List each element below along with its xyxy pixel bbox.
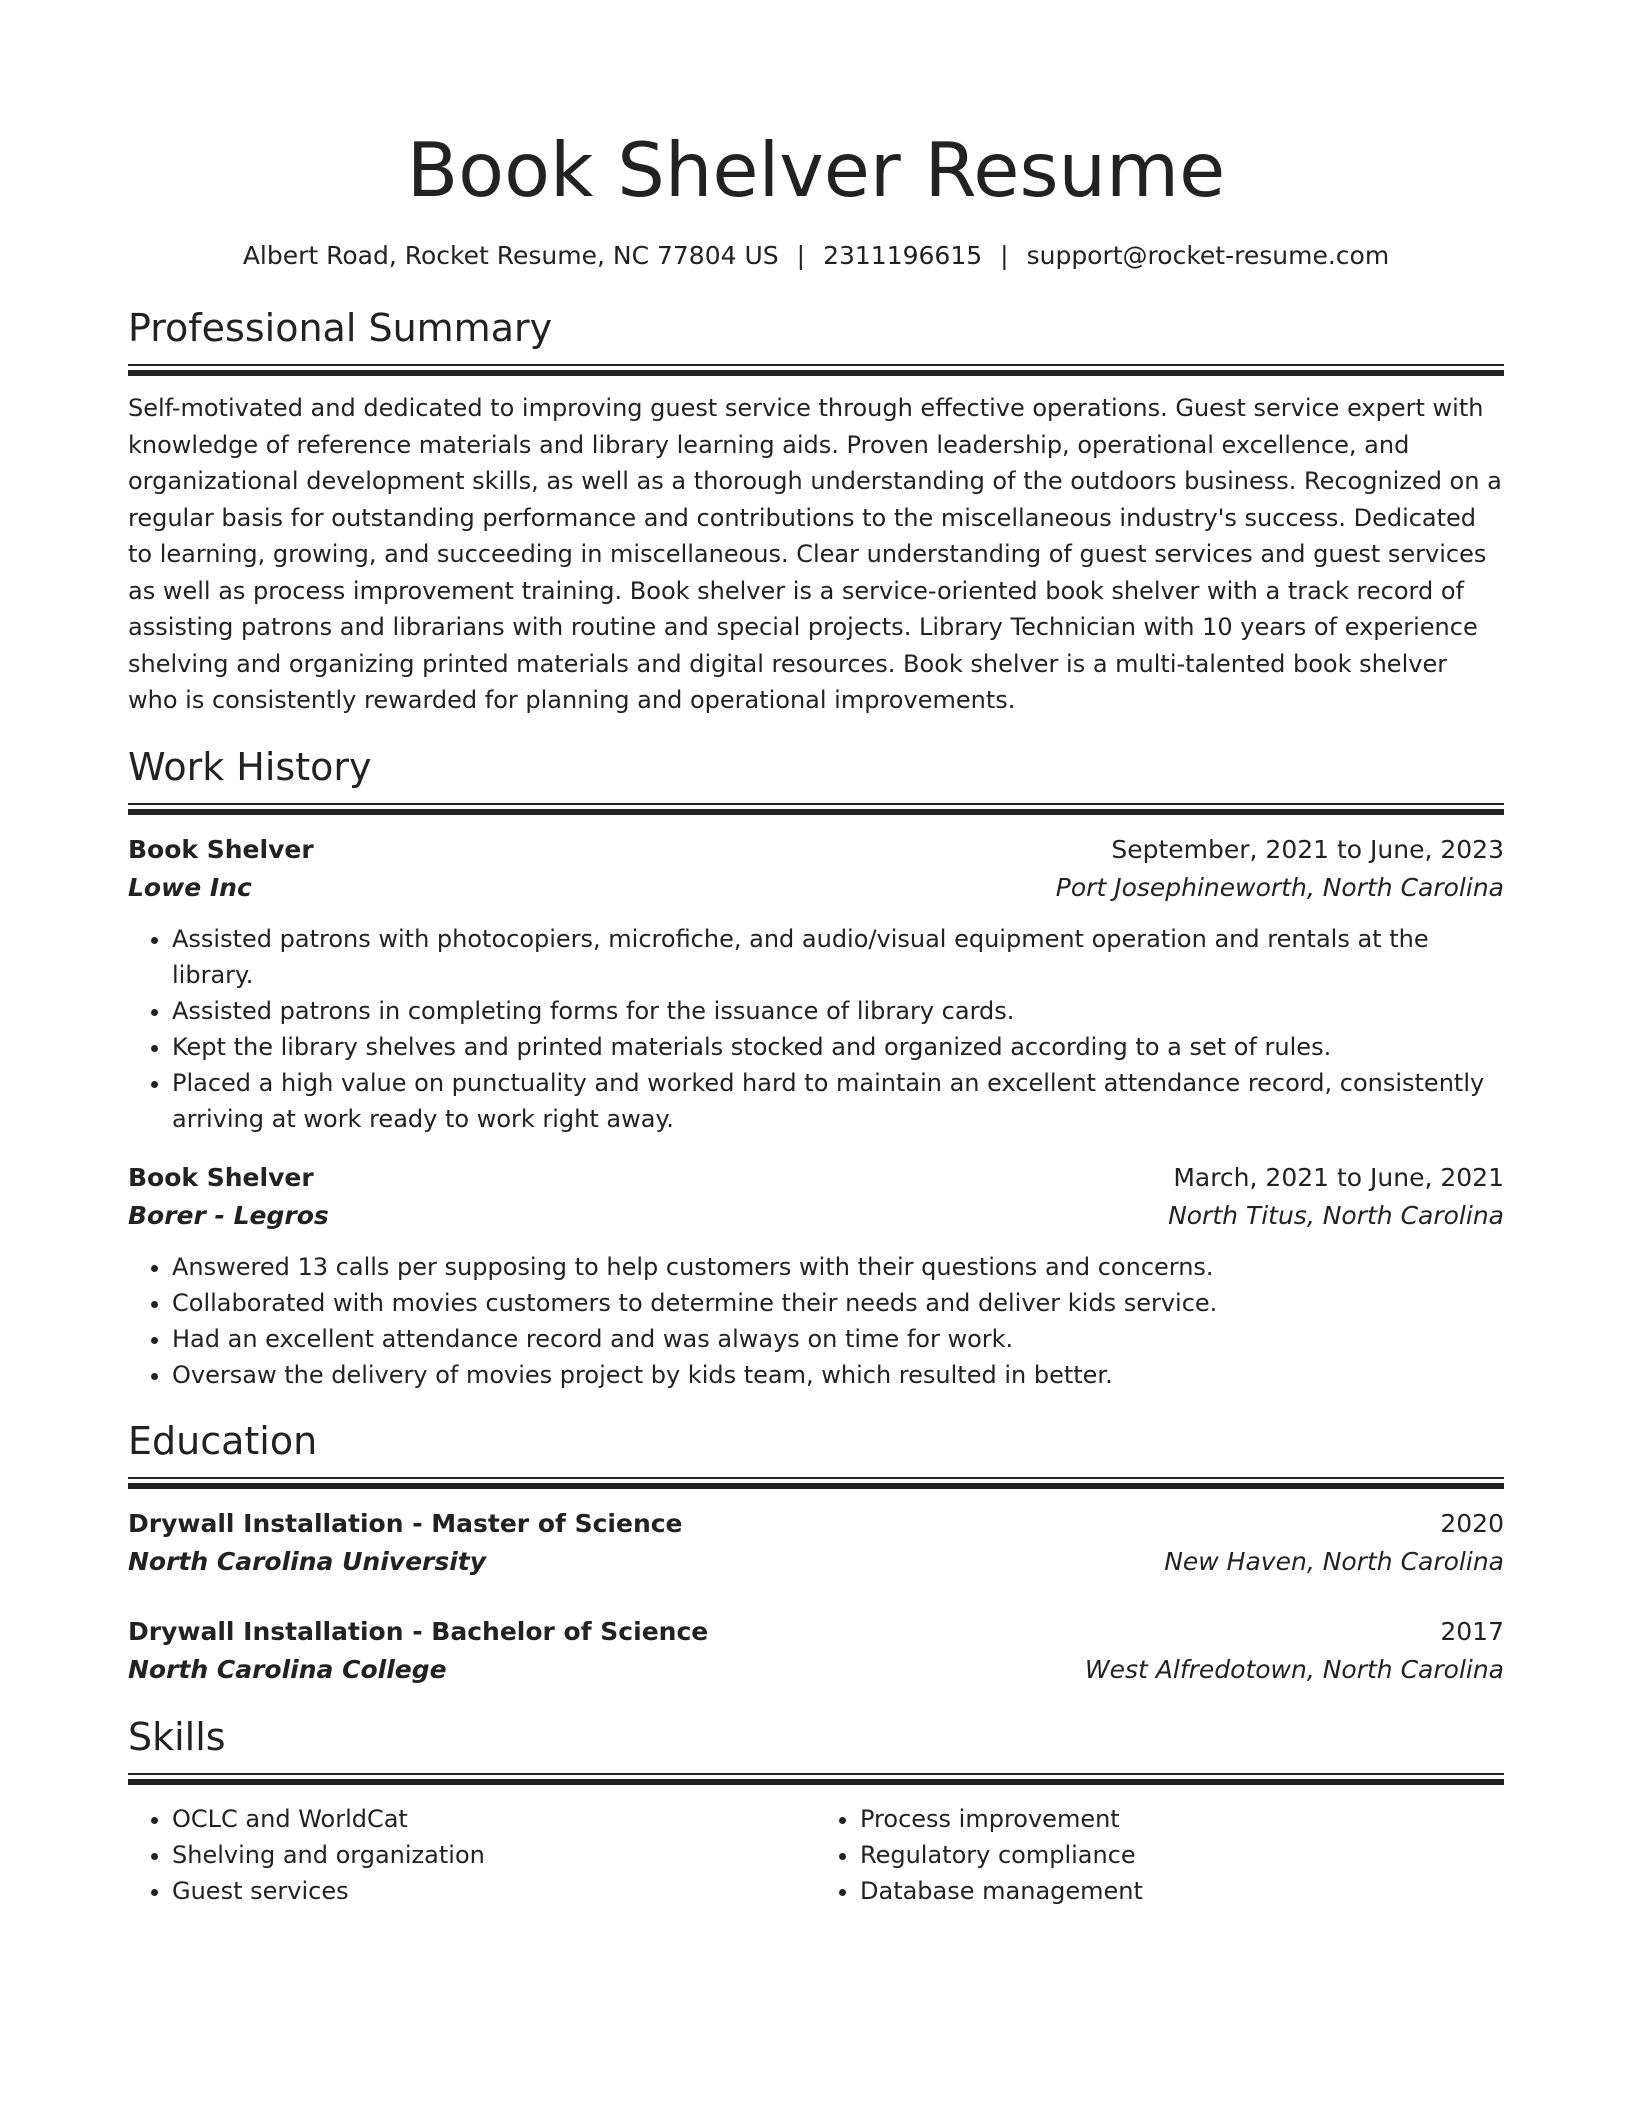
job-dates: September, 2021 to June, 2023 <box>1111 834 1504 864</box>
summary-text: Self-motivated and dedicated to improving guest service through effective operations. Guest service expert with knowledge of reference materials and library learning aids. Proven leadership, operational excellence, and organizational development skills, as well as a thorough understanding of the outdoors business. Recognized on a regular basis for outstanding performance and contributions to the miscellaneous industry's success. Dedicated to learning, growing, and succeeding in miscellaneous. Clear understanding of guest services and guest services as well as process improvement training. Book shelver is a service-oriented book shelver with a track record of assisting patrons and librarians with routine and special projects. Library Technician with 10 years of experience shelving and organizing printed materials and digital resources. Book shelver is a multi-talented book shelver who is consistently rewarded for planning and operational improvements. <box>128 394 1502 714</box>
contact-address: Albert Road, Rocket Resume, NC 77804 US <box>242 241 779 270</box>
education-degree: Drywall Installation - Master of Science <box>128 1508 683 1538</box>
job-dates: March, 2021 to June, 2021 <box>1173 1162 1504 1192</box>
skills-heading: Skills <box>128 1714 226 1759</box>
education-school: North Carolina University <box>128 1546 487 1576</box>
list-item: • Kept the library shelves and printed materials stocked and organized according to a set of rules. <box>172 1029 1504 1065</box>
section-divider <box>128 1477 1504 1489</box>
section-divider <box>128 803 1504 815</box>
skills-column-left <box>128 1801 816 1909</box>
section-divider <box>128 364 1504 376</box>
job-bullets <box>128 1249 1504 1393</box>
job-entry <box>128 1159 1504 1393</box>
job-title: Book Shelver <box>128 1162 314 1192</box>
education-header-row <box>128 1613 1504 1651</box>
contact-separator: | <box>796 241 806 270</box>
skills-section <box>128 1711 1504 1909</box>
list-item: • Had an excellent attendance record and was always on time for work. <box>172 1321 1504 1357</box>
skill-item: • Regulatory compliance <box>860 1837 1504 1873</box>
summary-heading: Professional Summary <box>128 306 553 350</box>
education-school-row <box>128 1651 1504 1689</box>
education-heading: Education <box>128 1418 318 1463</box>
education-entry <box>128 1505 1504 1581</box>
job-company-row <box>128 869 1504 907</box>
job-title: Book Shelver <box>128 834 314 864</box>
job-header-row <box>128 1159 1504 1197</box>
list-item: • Answered 13 calls per supposing to help customers with their questions and concerns. <box>172 1249 1504 1285</box>
job-location: Port Josephineworth, North Carolina <box>1055 872 1504 902</box>
education-header-row <box>128 1505 1504 1543</box>
work-section <box>128 741 1504 1393</box>
job-company: Borer - Legros <box>128 1200 329 1230</box>
education-entry <box>128 1613 1504 1689</box>
education-section <box>128 1415 1504 1689</box>
education-location: New Haven, North Carolina <box>1164 1546 1504 1576</box>
skill-item: • Guest services <box>172 1873 816 1909</box>
job-company-row <box>128 1197 1504 1235</box>
skills-column-right <box>816 1801 1504 1909</box>
contact-phone: 2311196615 <box>823 241 983 270</box>
contact-separator: | <box>1000 241 1009 270</box>
job-company: Lowe Inc <box>128 872 252 902</box>
education-year: 2020 <box>1440 1508 1504 1538</box>
job-location: North Titus, North Carolina <box>1168 1200 1504 1230</box>
education-school-row <box>128 1543 1504 1581</box>
list-item: • Oversaw the delivery of movies project by kids team, which resulted in better. <box>172 1357 1504 1393</box>
skill-item: • Database management <box>860 1873 1504 1909</box>
section-divider <box>128 1773 1504 1785</box>
skills-grid <box>128 1801 1504 1909</box>
education-year: 2017 <box>1440 1616 1504 1646</box>
skill-item: • OCLC and WorldCat <box>172 1801 816 1837</box>
job-bullets <box>128 921 1504 1137</box>
skill-item: • Shelving and organization <box>172 1837 816 1873</box>
job-header-row <box>128 831 1504 869</box>
skill-item: • Process improvement <box>860 1801 1504 1837</box>
contact-line <box>128 238 1504 274</box>
job-entry <box>128 831 1504 1137</box>
contact-email: support@rocket-resume.com <box>1026 241 1390 270</box>
resume-title: Book Shelver Resume <box>406 126 1226 214</box>
list-item: • Collaborated with movies customers to determine their needs and deliver kids service. <box>172 1285 1504 1321</box>
work-heading: Work History <box>128 744 372 789</box>
education-location: West Alfredotown, North Carolina <box>1084 1654 1504 1684</box>
summary-section <box>128 302 1504 719</box>
list-item: • Placed a high value on punctuality and worked hard to maintain an excellent attendance record, consistently arriving at work ready to work right away. <box>172 1065 1504 1137</box>
list-item: • Assisted patrons with photocopiers, microfiche, and audio/visual equipment operation and rentals at the library. <box>172 921 1504 993</box>
education-degree: Drywall Installation - Bachelor of Science <box>128 1616 709 1646</box>
list-item: • Assisted patrons in completing forms for the issuance of library cards. <box>172 993 1504 1029</box>
education-school: North Carolina College <box>128 1654 447 1684</box>
